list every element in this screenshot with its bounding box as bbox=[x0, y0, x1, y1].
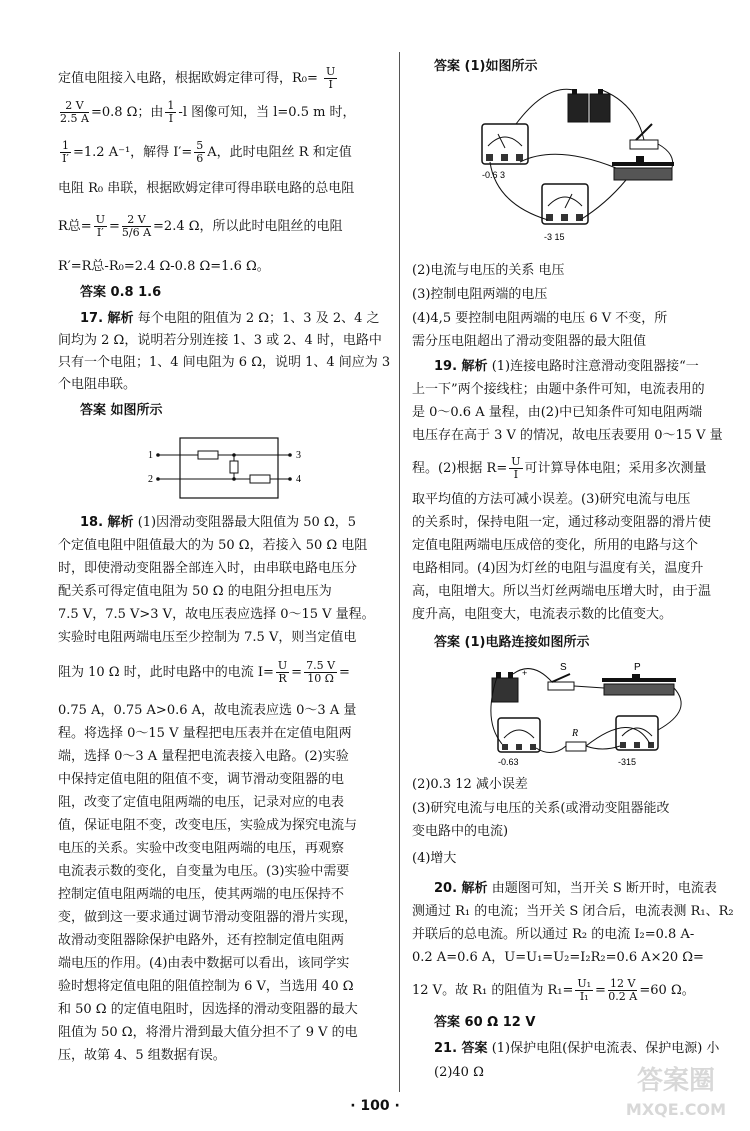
watermark-url: MXQE.COM bbox=[625, 1100, 727, 1119]
text-line: 电流表示数的变化，自变量为电压。(3)实验中需要 bbox=[58, 864, 350, 879]
text-line: (3)研究电流与电压的关系(或滑动变阻器能改 bbox=[412, 801, 670, 816]
terminal-2-label: 2 bbox=[148, 474, 153, 485]
text-line: 定值电阻两端电压成倍的变化，所用的电路与这个 bbox=[412, 538, 699, 553]
text-line: 取平均值的方法可减小误差。(3)研究电流与电压 bbox=[412, 492, 691, 507]
numerator: U bbox=[511, 455, 521, 468]
text-line: 阻值为 50 Ω，将滑片滑到最大值分担不了 9 V 的电 bbox=[58, 1025, 358, 1040]
ammeter-icon bbox=[482, 124, 528, 164]
text: 阻为 10 Ω 时，此时电路中的电流 I= bbox=[58, 665, 274, 680]
resistor-icon bbox=[566, 742, 586, 751]
numerator: U bbox=[95, 213, 105, 226]
denominator: 10 Ω bbox=[307, 672, 334, 685]
watermark-logo bbox=[616, 1053, 736, 1123]
voltmeter-icon bbox=[616, 716, 658, 750]
watermark-text: 答案圈 bbox=[636, 1066, 716, 1096]
text-line: 电阻 R₀ 串联，根据欧姆定律可得串联电路的总电阻 bbox=[58, 181, 355, 196]
page-number: · 100 · bbox=[350, 1098, 400, 1114]
text-line: 时，即使滑动变阻器全部连入时，由串联电路电压分 bbox=[58, 561, 358, 576]
fraction bbox=[60, 140, 71, 165]
text-line: 是 0～0.6 A 量程，由(2)中已知条件可知电阻两端 bbox=[412, 405, 703, 420]
answer-18-1: 答案 (1)如图所示 bbox=[434, 59, 538, 74]
text: = bbox=[595, 983, 606, 998]
answer-16: 答案 0.8 1.6 bbox=[80, 285, 162, 300]
rheostat-icon bbox=[602, 674, 676, 695]
text-line bbox=[58, 66, 339, 91]
text-line bbox=[434, 880, 717, 898]
text-line: 变电路中的电流) bbox=[412, 824, 509, 839]
text: 12 V。故 R₁ 的阻值为 R₁= bbox=[412, 983, 574, 998]
text-line: 个电阻串联。 bbox=[58, 377, 137, 392]
text: A，此时电阻丝 R 和定值 bbox=[207, 145, 352, 160]
ammeter-scale-label: -0.63 bbox=[498, 757, 519, 767]
text-line bbox=[58, 140, 352, 165]
fraction bbox=[575, 978, 593, 1003]
rheostat-icon bbox=[612, 156, 674, 180]
numerator: U bbox=[326, 65, 336, 78]
resistor bbox=[230, 461, 238, 473]
terminal-4-label: 4 bbox=[296, 474, 301, 485]
text: (1)连接电路时注意滑动变阻器接“一 bbox=[491, 359, 699, 374]
text-line: 变，做到这一要求通过调节滑动变阻器的滑片实现， bbox=[58, 910, 358, 925]
question-label: 17. 解析 bbox=[80, 311, 134, 326]
column-divider bbox=[399, 52, 400, 1092]
text-line: 上一下”两个接线柱；由题中条件可知，电流表用的 bbox=[412, 382, 705, 397]
denominator: 2.5 A bbox=[60, 112, 89, 125]
denominator: I bbox=[168, 112, 174, 125]
text-line: 7.5 V，7.5 V>3 V，故电压表应选择 0～15 V 量程。 bbox=[58, 607, 375, 622]
diagram-frame bbox=[180, 438, 278, 498]
text-line bbox=[412, 978, 695, 1003]
fraction bbox=[509, 456, 522, 481]
question-label: 19. 解析 bbox=[434, 359, 488, 374]
question-label: 21. 答案 bbox=[434, 1041, 488, 1056]
text: (1)因滑动变阻器最大阻值为 50 Ω，5 bbox=[137, 515, 356, 530]
denominator: I bbox=[328, 78, 333, 91]
numerator: 1 bbox=[167, 99, 175, 112]
text-line: 电路相同。(4)因为灯丝的电阻与温度有关，温度升 bbox=[412, 561, 704, 576]
answer-19-1: 答案 (1)电路连接如图所示 bbox=[434, 635, 590, 650]
resistor bbox=[198, 451, 218, 459]
text-line: (4)增大 bbox=[412, 851, 457, 866]
battery-icon bbox=[492, 672, 518, 702]
text-line: 端电压的作用。(4)由表中数据可以看出，该同学实 bbox=[58, 956, 350, 971]
text-line bbox=[412, 456, 707, 481]
switch-label: S bbox=[560, 662, 567, 673]
text-line: 验时想将定值电阻的阻值控制为 6 V，当选用 40 Ω bbox=[58, 979, 354, 994]
text: -l 图像可知，当 l=0.5 m 时， bbox=[178, 105, 356, 120]
text: =1.2 A⁻¹，解得 I′= bbox=[73, 145, 193, 160]
terminal-3-label: 3 bbox=[296, 450, 301, 461]
denominator: I₁ bbox=[579, 990, 589, 1003]
text: (1)保护电阻(保护电流表、保护电源) 小 bbox=[491, 1041, 720, 1056]
denominator: 5/6 A bbox=[121, 226, 152, 239]
resistor-network-diagram bbox=[142, 436, 310, 500]
text-line: 个定值电阻中阻值最大的为 50 Ω，若接入 50 Ω 电阻 bbox=[58, 538, 368, 553]
numerator: U bbox=[277, 659, 288, 672]
answer-17: 答案 如图所示 bbox=[80, 403, 163, 418]
numerator: 7.5 V bbox=[306, 659, 336, 672]
battery-icon bbox=[568, 89, 610, 122]
text: = bbox=[291, 665, 303, 680]
denominator: I′ bbox=[62, 152, 69, 165]
question-label: 18. 解析 bbox=[80, 515, 134, 530]
text-line: 和 50 Ω 的定值电阻时，因选择的滑动变阻器的最大 bbox=[58, 1002, 358, 1017]
switch-icon bbox=[630, 124, 658, 149]
numerator: 12 V bbox=[609, 977, 636, 990]
text-line: (2)0.3 12 减小误差 bbox=[412, 777, 528, 792]
text-line bbox=[58, 100, 356, 125]
ammeter-scale-label: -0.6 3 bbox=[482, 170, 506, 180]
fraction bbox=[194, 140, 205, 165]
fraction bbox=[60, 100, 89, 125]
text-line: 的关系时，保持电阻一定，通过移动变阻器的滑片使 bbox=[412, 515, 712, 530]
text: 可计算导体电阻；采用多次测量 bbox=[524, 461, 707, 476]
denominator: 0.2 A bbox=[608, 990, 638, 1003]
numerator: 2 V bbox=[60, 100, 89, 113]
text-line bbox=[80, 310, 380, 328]
resistor-label: R bbox=[572, 728, 579, 739]
middle-link bbox=[230, 453, 238, 481]
numerator: 1 bbox=[62, 139, 69, 152]
denominator: R bbox=[278, 672, 287, 685]
fraction bbox=[122, 214, 151, 239]
fraction bbox=[276, 660, 289, 685]
numerator: 2 V bbox=[122, 214, 151, 227]
text-line: 故滑动变阻器除保护电路外，还有控制定值电阻两 bbox=[58, 933, 345, 948]
denominator: I′ bbox=[96, 226, 104, 239]
top-wire bbox=[158, 451, 290, 459]
text-line: 控制定值电阻两端的电压，使其两端的电压保持不 bbox=[58, 887, 345, 902]
numerator: U₁ bbox=[577, 977, 592, 990]
text-line: 实验时电阻两端电压至少控制为 7.5 V，则当定值电 bbox=[58, 630, 357, 645]
text-line: 间均为 2 Ω，说明若分别连接 1、3 或 2、4 时，电路中 bbox=[58, 333, 382, 348]
text: = bbox=[108, 219, 120, 234]
text-line: 值，保证电阻不变，改变电压，实验成为探究电流与 bbox=[58, 818, 358, 833]
circuit-figure-2 bbox=[482, 660, 702, 770]
fraction bbox=[165, 100, 176, 125]
text-line bbox=[58, 660, 350, 685]
text-line: 需分压电阻超出了滑动变阻器的最大阻值 bbox=[412, 334, 647, 349]
text: =2.4 Ω，所以此时电阻丝的电阻 bbox=[153, 219, 343, 234]
voltmeter-scale-label: -315 bbox=[618, 757, 637, 767]
slider-label: P bbox=[634, 662, 641, 673]
fraction bbox=[94, 214, 107, 239]
text-line: 配关系可得定值电阻为 50 Ω 的电阻分担电压为 bbox=[58, 584, 332, 599]
circuit-figure-1 bbox=[476, 84, 686, 256]
denominator: 6 bbox=[196, 152, 204, 165]
text: 每个电阻的阻值为 2 Ω；1、3 及 2、4 之 bbox=[137, 311, 380, 326]
text-line: 0.75 A，0.75 A>0.6 A，故电流表应选 0～3 A 量 bbox=[58, 703, 357, 718]
text: =60 Ω。 bbox=[639, 983, 695, 998]
text-line: 并联后的总电流。所以通过 R₂ 的电流 I₂=0.8 A- bbox=[412, 927, 695, 942]
question-label: 20. 解析 bbox=[434, 881, 488, 896]
text-line: (3)控制电阻两端的电压 bbox=[412, 287, 548, 302]
text-line: 测通过 R₁ 的电流；当开关 S 闭合后，电流表测 R₁、R₂ bbox=[412, 904, 734, 919]
text-line: 压，故第 4、5 组数据有误。 bbox=[58, 1048, 226, 1063]
terminal-1-label: 1 bbox=[148, 450, 153, 461]
text-line bbox=[80, 514, 356, 532]
text-line bbox=[58, 214, 343, 239]
fraction bbox=[324, 66, 337, 91]
text: =0.8 Ω；由 bbox=[90, 105, 164, 120]
voltmeter-icon bbox=[542, 184, 588, 224]
text-line: R′=R总-R₀=2.4 Ω-0.8 Ω=1.6 Ω。 bbox=[58, 259, 270, 274]
text: 由题图可知，当开关 S 断开时，电流表 bbox=[491, 881, 717, 896]
numerator: 5 bbox=[196, 139, 204, 152]
resistor bbox=[250, 475, 270, 483]
fraction bbox=[304, 660, 337, 685]
text: R总= bbox=[58, 219, 92, 234]
text-line: 高，电阻增大。所以当灯丝两端电压增大时，由于温 bbox=[412, 584, 712, 599]
text-line: (2)电流与电压的关系 电压 bbox=[412, 263, 565, 278]
ammeter-icon bbox=[498, 718, 540, 752]
text: 定值电阻接入电路，根据欧姆定律可得，R₀= bbox=[58, 71, 318, 86]
battery-plus-label: + bbox=[522, 668, 528, 678]
text-line bbox=[434, 358, 699, 376]
text-line: 0.2 A=0.6 A，U=U₁=U₂=I₂R₂=0.6 A×20 Ω= bbox=[412, 950, 704, 965]
bottom-wire bbox=[158, 475, 290, 483]
text-line: 中保持定值电阻的阻值不变，调节滑动变阻器的电 bbox=[58, 772, 345, 787]
text-line: 度升高，电阻变大，电流表示数的比值变大。 bbox=[412, 607, 673, 622]
voltmeter-scale-label: -3 15 bbox=[544, 232, 565, 242]
denominator: I bbox=[513, 468, 519, 481]
text-line: 程。将选择 0～15 V 量程把电压表并在定值电阻两 bbox=[58, 726, 352, 741]
text-line: (4)4,5 要控制电阻两端的电压 6 V 不变，所 bbox=[412, 311, 668, 326]
text-line: (2)40 Ω bbox=[434, 1065, 484, 1080]
fraction bbox=[608, 978, 637, 1003]
text-line: 阻，改变了定值电阻两端的电压，记录对应的电表 bbox=[58, 795, 345, 810]
text: 程。(2)根据 R= bbox=[412, 461, 508, 476]
text-line: 只有一个电阻；1、4 间电阻为 6 Ω，说明 1、4 间应为 3 bbox=[58, 355, 391, 370]
text-line: 电压的关系。实验中改变电阻两端的电压，再观察 bbox=[58, 841, 345, 856]
text-line: 端，选择 0～3 A 量程把电流表接入电路。(2)实验 bbox=[58, 749, 349, 764]
text: = bbox=[339, 665, 350, 680]
text-line: 电压存在高于 3 V 的情况，故电压表要用 0～15 V 量 bbox=[412, 428, 723, 443]
answer-20: 答案 60 Ω 12 V bbox=[434, 1015, 536, 1030]
